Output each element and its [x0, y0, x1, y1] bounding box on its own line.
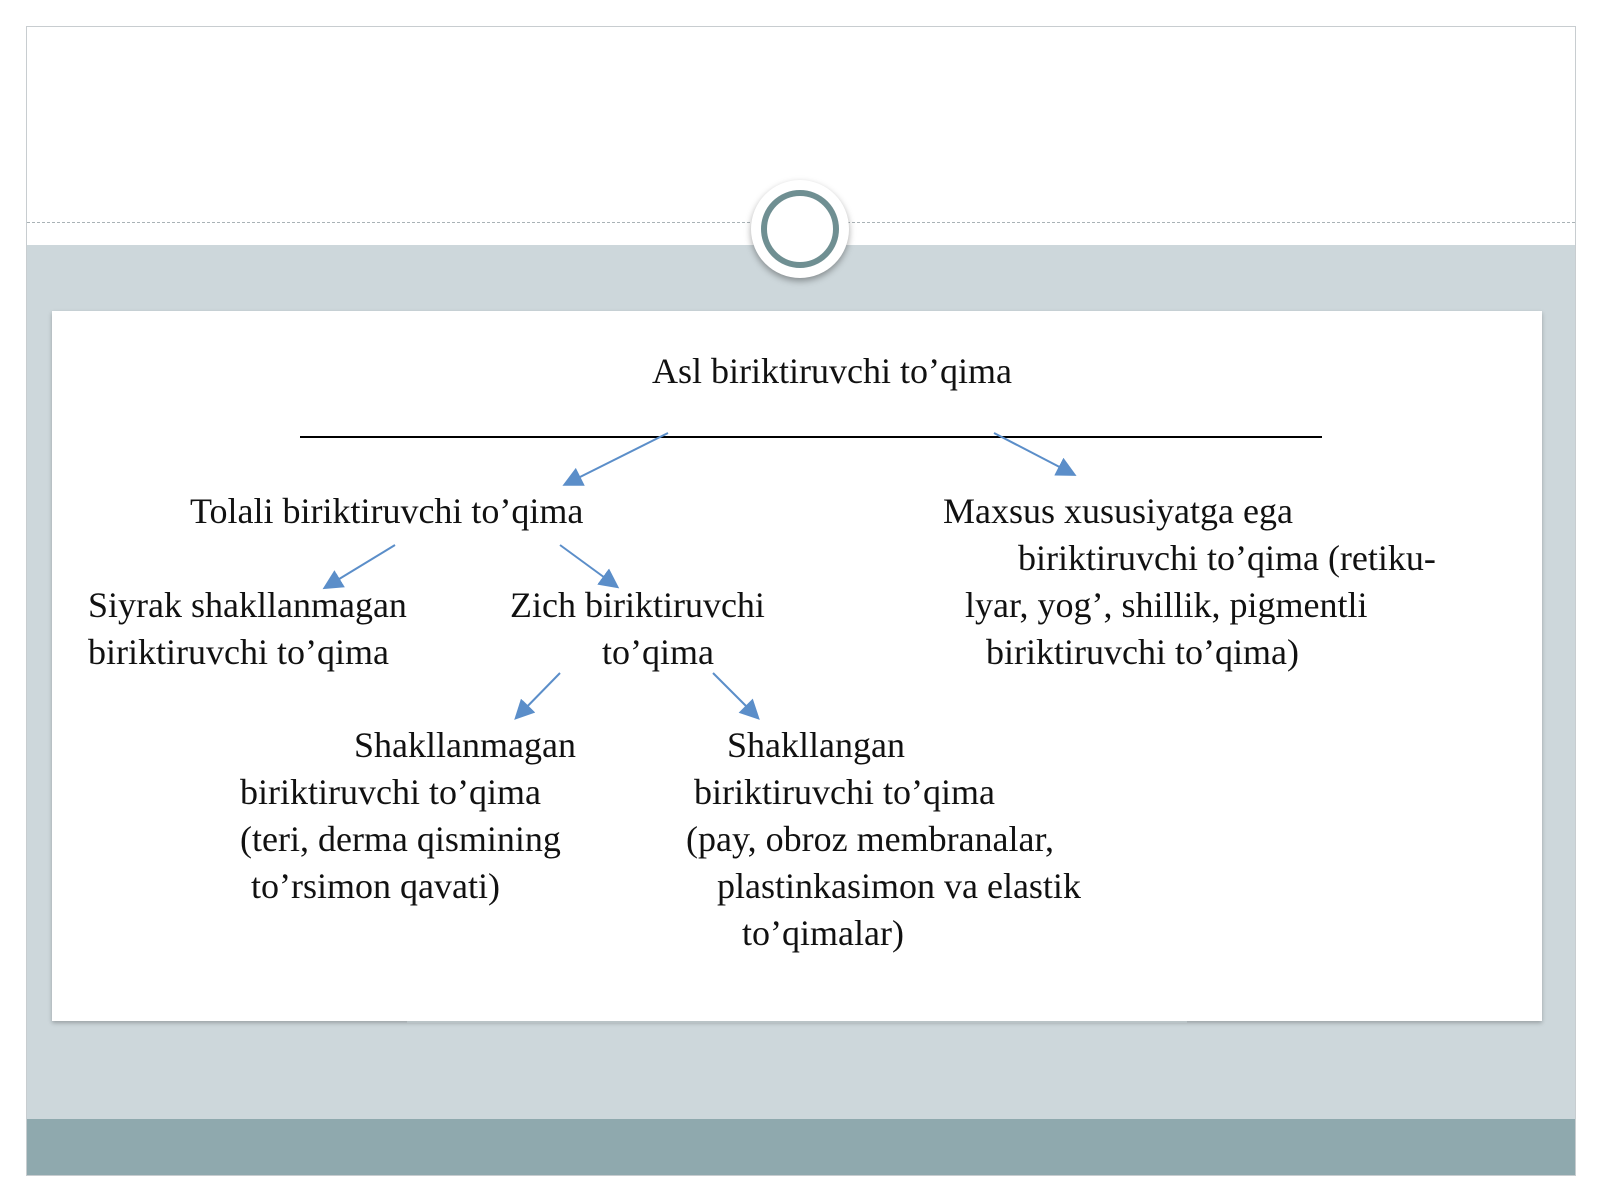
node-unformed-line-3: (teri, derma qismining	[240, 819, 561, 859]
node-unformed	[240, 722, 576, 910]
node-loose-line-2: biriktiruvchi to’qima	[88, 632, 389, 672]
node-dense-line-1: Zich biriktiruvchi	[510, 585, 765, 625]
node-unformed-line-1: Shakllanmagan	[354, 725, 576, 765]
node-special-line-1: Maxsus xususiyatga ega	[943, 491, 1293, 531]
node-formed	[686, 722, 1081, 957]
node-root	[652, 348, 1012, 395]
node-formed-line-3: (pay, obroz membranalar,	[686, 819, 1055, 859]
node-formed-line-1: Shakllangan	[727, 725, 905, 765]
node-dense	[510, 582, 765, 676]
node-formed-line-2: biriktiruvchi to’qima	[694, 772, 995, 812]
arrow-dense-to-unformed	[517, 673, 560, 717]
node-unformed-line-4: to’rsimon qavati)	[251, 866, 500, 906]
node-loose	[88, 582, 407, 676]
node-formed-line-5: to’qimalar)	[742, 913, 904, 953]
arrow-root-to-fibrous	[566, 433, 668, 484]
arrow-fibrous-to-loose	[326, 545, 395, 587]
node-fibrous-label: Tolali biriktiruvchi to’qima	[190, 491, 584, 531]
arrow-fibrous-to-dense	[560, 545, 616, 586]
node-loose-line-1: Siyrak shakllanmagan	[88, 585, 407, 625]
node-root-label: Asl biriktiruvchi to’qima	[652, 351, 1012, 391]
arrow-dense-to-formed	[713, 673, 757, 717]
node-unformed-line-2: biriktiruvchi to’qima	[240, 772, 541, 812]
node-formed-line-4: plastinkasimon va elastik	[717, 866, 1081, 906]
node-special	[943, 488, 1436, 676]
arrow-root-to-special	[994, 433, 1073, 474]
node-dense-line-2: to’qima	[602, 632, 714, 672]
node-special-line-3: lyar, yog’, shillik, pigmentli	[965, 585, 1368, 625]
node-special-line-4: biriktiruvchi to’qima)	[986, 632, 1299, 672]
node-fibrous	[190, 488, 583, 535]
node-special-line-2: biriktiruvchi to’qima (retiku-	[1018, 538, 1436, 578]
